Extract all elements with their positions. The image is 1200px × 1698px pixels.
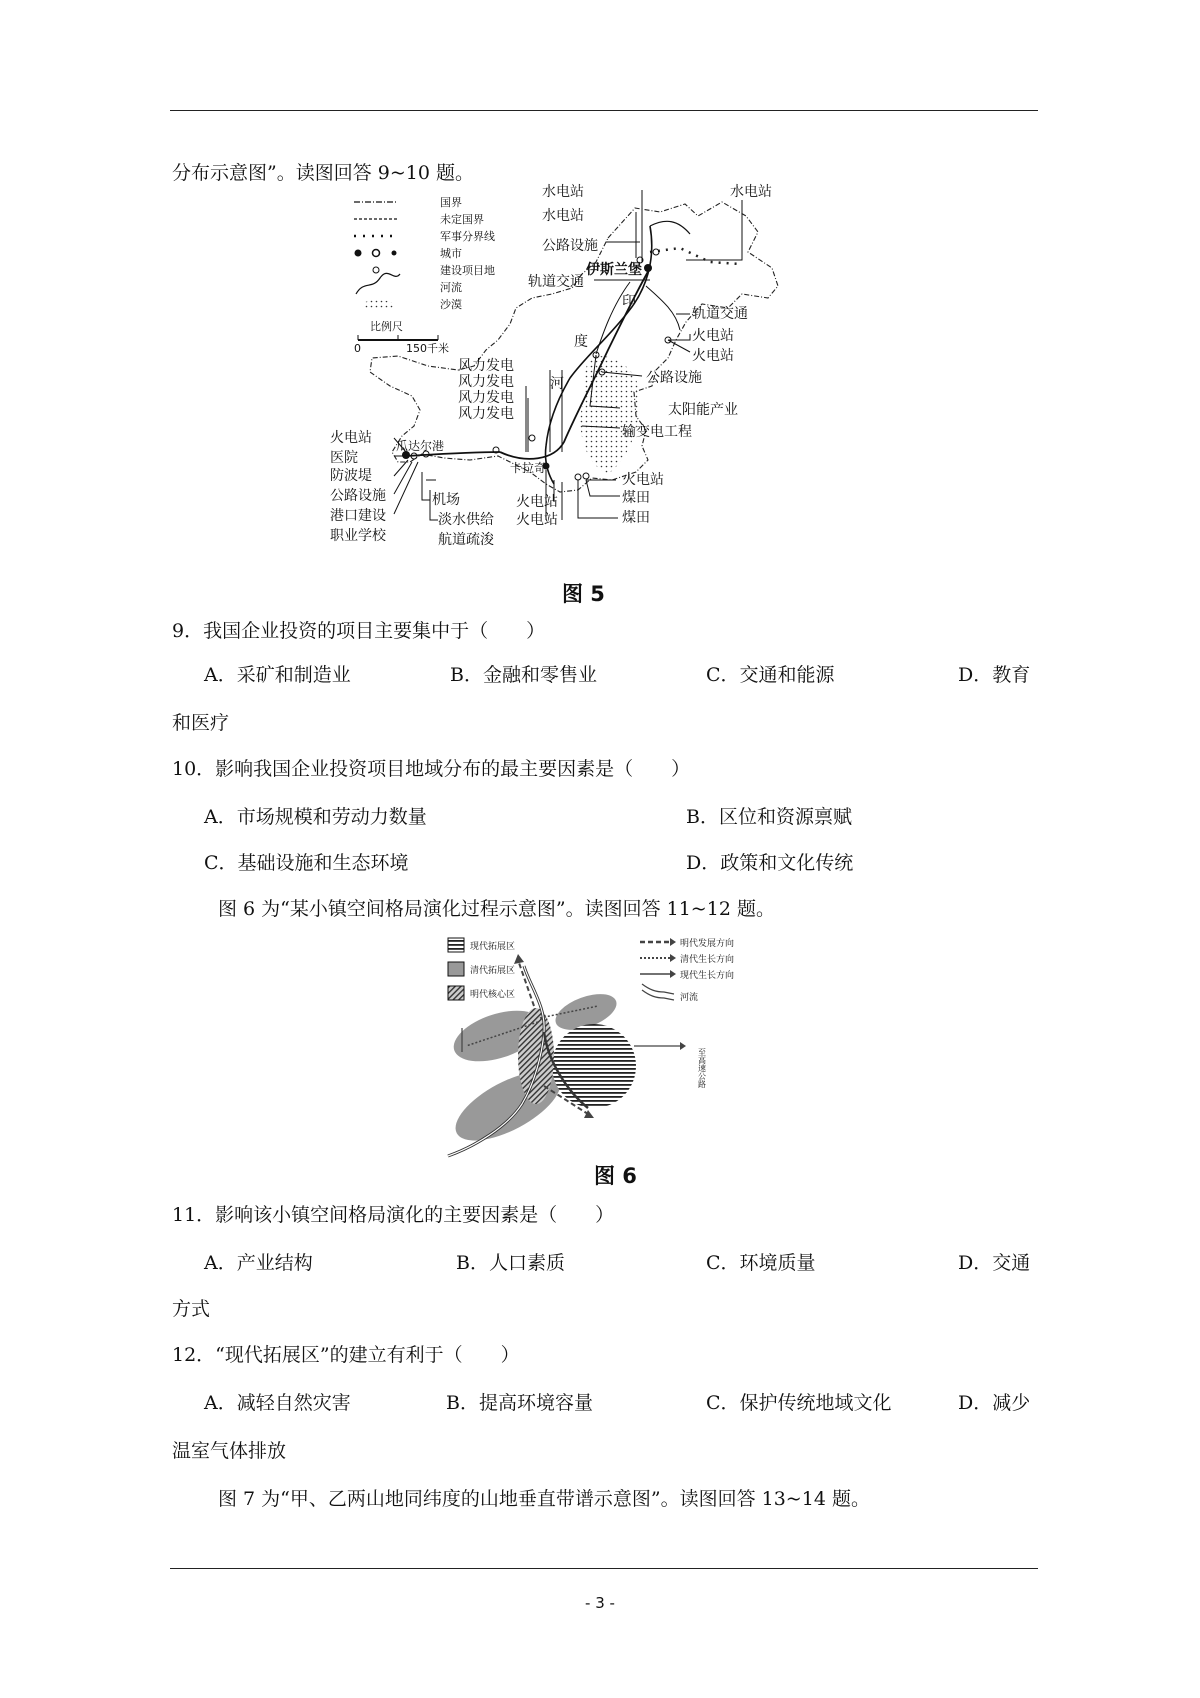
q12-option-c: C．保护传统地域文化 bbox=[706, 1392, 892, 1414]
label-islamabad: 伊斯兰堡 bbox=[586, 262, 642, 278]
label-hydro2: 水电站 bbox=[542, 208, 584, 224]
label-wind3: 风力发电 bbox=[458, 390, 514, 406]
q11-stem: 11．影响该小镇空间格局演化的主要因素是（ ） bbox=[172, 1204, 615, 1226]
legend-undefined-border-label: 未定国界 bbox=[440, 213, 484, 226]
q9-option-d: D．教育 bbox=[958, 664, 1031, 686]
q12-stem: 12．“现代拓展区”的建立有利于（ ） bbox=[172, 1344, 520, 1366]
label-coal2: 煤田 bbox=[622, 510, 650, 526]
label-hydro3: 水电站 bbox=[730, 184, 772, 200]
q12-option-a: A．减轻自然灾害 bbox=[204, 1392, 351, 1414]
label-solar: 太阳能产业 bbox=[668, 402, 738, 418]
label-transmission: 输变电工程 bbox=[622, 424, 692, 440]
q12-option-d: D．减少 bbox=[958, 1392, 1031, 1414]
legend-qing-dir: 清代生长方向 bbox=[680, 955, 735, 965]
label-gwadar: 瓜达尔港 bbox=[396, 439, 445, 453]
label-vocational: 职业学校 bbox=[330, 528, 386, 544]
q10-option-a: A．市场规模和劳动力数量 bbox=[204, 806, 427, 828]
legend-modern-dir: 现代生长方向 bbox=[680, 971, 735, 981]
label-hydro1: 水电站 bbox=[542, 184, 584, 200]
label-du: 度 bbox=[574, 334, 588, 350]
legend-modern-zone: 现代拓展区 bbox=[470, 942, 516, 952]
q10-option-c: C．基础设施和生态环境 bbox=[204, 852, 409, 874]
q9-stem: 9．我国企业投资的项目主要集中于（ ） bbox=[172, 620, 546, 642]
q11-option-b: B．人口素质 bbox=[456, 1252, 565, 1274]
q9-option-d-cont: 和医疗 bbox=[172, 712, 230, 734]
label-road1: 公路设施 bbox=[542, 238, 598, 254]
label-road2: 公路设施 bbox=[646, 370, 702, 386]
label-wind1: 风力发电 bbox=[458, 358, 514, 374]
figure-5-map bbox=[330, 184, 870, 580]
label-yin: 印 bbox=[622, 294, 636, 310]
legend-scale-zero: 0 bbox=[354, 342, 361, 355]
label-thermal-b1: 火电站 bbox=[516, 494, 558, 510]
label-he: 河 bbox=[550, 376, 564, 392]
svg-text:至高速公路: 至高速公路 bbox=[697, 1048, 707, 1088]
q9-option-a: A．采矿和制造业 bbox=[204, 664, 351, 686]
label-thermal-right: 火电站 bbox=[622, 472, 664, 488]
label-thermal-left: 火电站 bbox=[330, 430, 372, 446]
legend-city-label: 城市 bbox=[440, 247, 462, 260]
legend-ming-core: 明代核心区 bbox=[470, 990, 516, 1000]
fig6-legend bbox=[448, 937, 734, 1003]
q11-option-c: C．环境质量 bbox=[706, 1252, 816, 1274]
label-coal1: 煤田 bbox=[622, 490, 650, 506]
fig7-intro: 图 7 为“甲、乙两山地同纬度的山地垂直带谱示意图”。读图回答 13~14 题。 bbox=[218, 1488, 870, 1510]
footer-rule bbox=[170, 1568, 1038, 1569]
label-wind2: 风力发电 bbox=[458, 374, 514, 390]
label-thermal1: 火电站 bbox=[692, 328, 734, 344]
legend-qing-zone: 清代拓展区 bbox=[470, 966, 516, 976]
q9-option-c: C．交通和能源 bbox=[706, 664, 835, 686]
label-wind4: 风力发电 bbox=[458, 406, 514, 422]
intro-line: 分布示意图”。读图回答 9~10 题。 bbox=[172, 162, 474, 184]
legend-desert-label: 沙漠 bbox=[440, 298, 462, 311]
legend-project-label: 建设项目地 bbox=[440, 264, 495, 277]
q11-option-d-cont: 方式 bbox=[172, 1298, 211, 1320]
legend-border-label: 国界 bbox=[440, 196, 462, 209]
legend-scale-title: 比例尺 bbox=[370, 320, 403, 333]
legend-military-line-label: 军事分界线 bbox=[440, 230, 495, 243]
label-dredging: 航道疏浚 bbox=[438, 532, 494, 548]
label-thermal2: 火电站 bbox=[692, 348, 734, 364]
q11-option-d: D．交通 bbox=[958, 1252, 1031, 1274]
q10-option-d: D．政策和文化传统 bbox=[686, 852, 854, 874]
q9-option-b: B．金融和零售业 bbox=[450, 664, 597, 686]
q12-option-b: B．提高环境容量 bbox=[446, 1392, 593, 1414]
highway-label bbox=[698, 1048, 707, 1089]
legend-scale-value: 150千米 bbox=[406, 342, 449, 355]
label-road-left: 公路设施 bbox=[330, 488, 386, 504]
label-airport: 机场 bbox=[432, 492, 460, 508]
figure-5-caption: 图 5 bbox=[562, 582, 605, 606]
q12-option-d-cont: 温室气体排放 bbox=[172, 1440, 287, 1462]
figure-6-diagram bbox=[448, 936, 768, 1161]
legend-river: 河流 bbox=[680, 993, 699, 1003]
label-hospital: 医院 bbox=[330, 450, 358, 466]
label-freshwater: 淡水供给 bbox=[438, 512, 494, 528]
figure-6-caption: 图 6 bbox=[594, 1164, 637, 1188]
q11-option-a: A．产业结构 bbox=[204, 1252, 313, 1274]
label-thermal-b2: 火电站 bbox=[516, 512, 558, 528]
label-port: 港口建设 bbox=[330, 508, 386, 524]
label-karachi: 卡拉奇 bbox=[510, 461, 547, 475]
legend-ming-dir: 明代发展方向 bbox=[680, 939, 735, 949]
label-rail1: 轨道交通 bbox=[528, 274, 584, 290]
header-rule bbox=[170, 110, 1038, 111]
q10-stem: 10．影响我国企业投资项目地域分布的最主要因素是（ ） bbox=[172, 758, 691, 780]
q10-option-b: B．区位和资源禀赋 bbox=[686, 806, 852, 828]
label-breakwater: 防波堤 bbox=[330, 468, 372, 484]
page-number: - 3 - bbox=[585, 1594, 615, 1612]
label-rail2: 轨道交通 bbox=[692, 306, 748, 322]
fig5-legend bbox=[354, 196, 495, 355]
fig6-intro: 图 6 为“某小镇空间格局演化过程示意图”。读图回答 11~12 题。 bbox=[218, 898, 775, 920]
legend-river-label: 河流 bbox=[440, 281, 462, 294]
